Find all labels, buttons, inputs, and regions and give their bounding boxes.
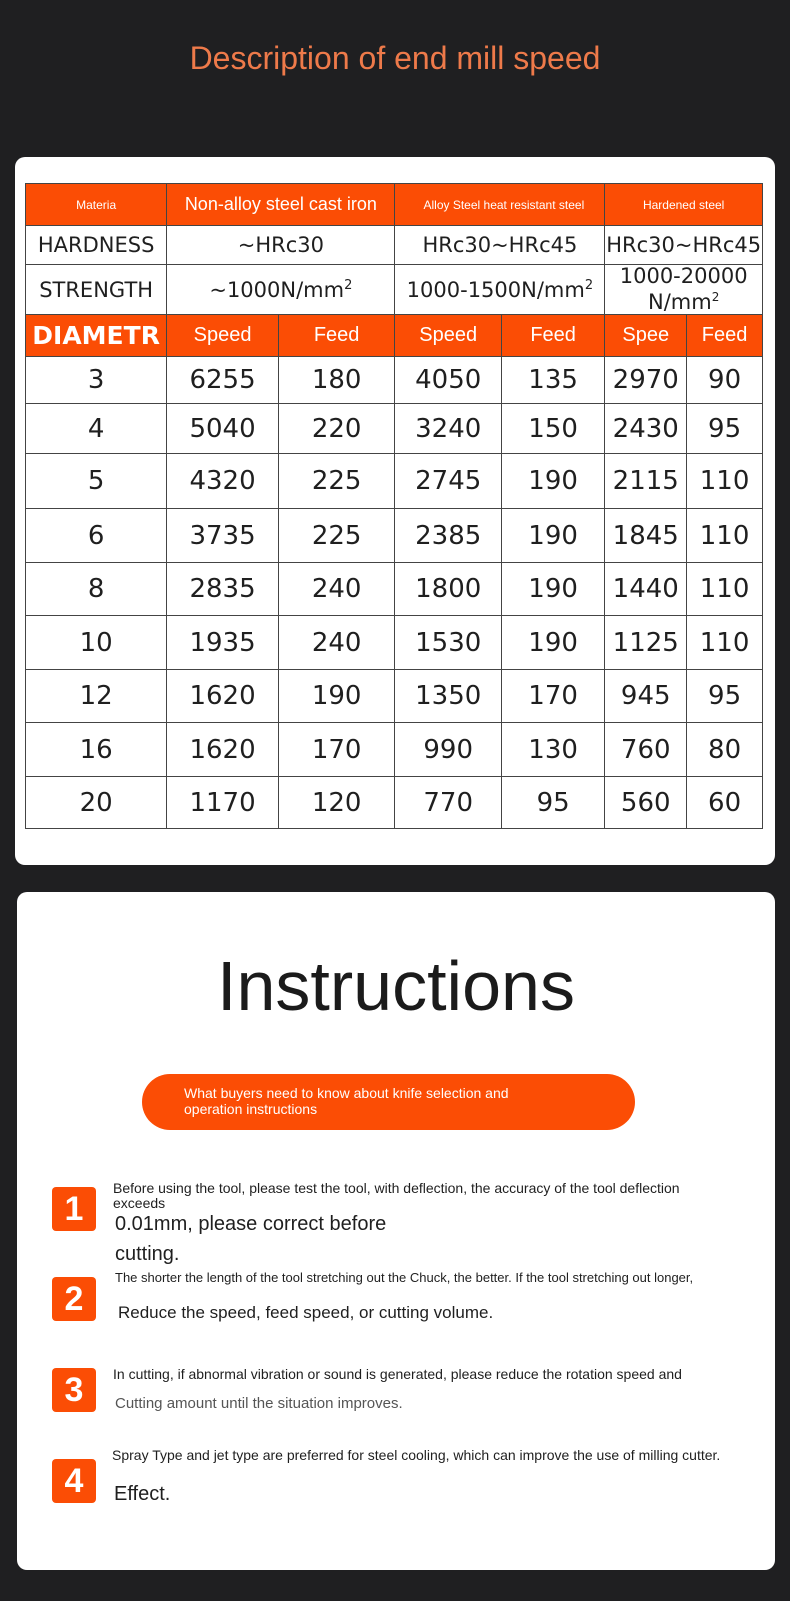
table-row xyxy=(26,357,763,404)
cell-speed: 2385 xyxy=(395,509,501,563)
cell-speed: 760 xyxy=(605,723,687,777)
cell-feed: 90 xyxy=(687,357,763,404)
step-4-badge: 4 xyxy=(52,1459,96,1503)
cell-feed: 120 xyxy=(278,777,395,829)
cell-feed: 190 xyxy=(501,454,604,509)
step-2-badge: 2 xyxy=(52,1277,96,1321)
cell-speed: 1800 xyxy=(395,563,501,616)
cell-feed: 150 xyxy=(501,404,604,454)
step-3-text-large: Cutting amount until the situation improves. xyxy=(115,1395,403,1412)
cell-diameter: 8 xyxy=(26,563,167,616)
step-3-badge: 3 xyxy=(52,1368,96,1412)
table-row xyxy=(26,404,763,454)
table-row xyxy=(26,670,763,723)
cell-feed: 225 xyxy=(278,509,395,563)
cell-speed: 2745 xyxy=(395,454,501,509)
cell-speed: 1350 xyxy=(395,670,501,723)
cell-speed: 4050 xyxy=(395,357,501,404)
step-2-text-large: Reduce the speed, feed speed, or cutting volume. xyxy=(118,1303,494,1322)
step-4-text: Spray Type and jet type are preferred for steel cooling, which can improve the use of milling cutter. xyxy=(112,1447,721,1463)
cell-speed: 1530 xyxy=(395,616,501,670)
hardness-label: HARDNESS xyxy=(26,226,167,265)
feed-header: Feed xyxy=(501,315,604,357)
cell-feed: 95 xyxy=(501,777,604,829)
cell-feed: 225 xyxy=(278,454,395,509)
cell-speed: 2970 xyxy=(605,357,687,404)
cell-speed: 3240 xyxy=(395,404,501,454)
superscript: 2 xyxy=(711,290,720,304)
cell-feed: 180 xyxy=(278,357,395,404)
speed-header: Speed xyxy=(395,315,501,357)
speed-header: Spee xyxy=(605,315,687,357)
cell-speed: 6255 xyxy=(167,357,279,404)
table-row xyxy=(26,454,763,509)
cell-diameter: 20 xyxy=(26,777,167,829)
step-1-text: Before using the tool, please test the tool, with deflection, the accuracy of the tool deflection exceeds xyxy=(113,1180,680,1211)
step-3-text: In cutting, if abnormal vibration or sound is generated, please reduce the rotation speed and xyxy=(113,1366,682,1382)
cell-diameter: 5 xyxy=(26,454,167,509)
hardness-hardened: HRc30~HRc45 xyxy=(605,226,763,265)
cell-feed: 135 xyxy=(501,357,604,404)
cell-feed: 190 xyxy=(278,670,395,723)
hardness-non-alloy: ~HRc30 xyxy=(167,226,395,265)
cell-diameter: 4 xyxy=(26,404,167,454)
strength-row xyxy=(26,265,763,315)
group-hardened-header: Hardened steel xyxy=(605,184,763,226)
material-header-row xyxy=(26,184,763,226)
cell-diameter: 16 xyxy=(26,723,167,777)
cell-diameter: 3 xyxy=(26,357,167,404)
step-1-text-large: 0.01mm, please correct before xyxy=(115,1213,387,1235)
cell-speed: 2115 xyxy=(605,454,687,509)
subheader-row xyxy=(26,315,763,357)
strength-alloy xyxy=(395,265,605,315)
strength-hardened-value: 1000-20000 xyxy=(619,264,748,288)
group-alloy-header: Alloy Steel heat resistant steel xyxy=(395,184,605,226)
cell-feed: 110 xyxy=(687,616,763,670)
cell-speed: 1845 xyxy=(605,509,687,563)
cell-feed: 170 xyxy=(501,670,604,723)
speed-table xyxy=(25,183,763,829)
cell-speed: 4320 xyxy=(167,454,279,509)
table-row xyxy=(26,563,763,616)
step-4-text-large: Effect. xyxy=(114,1483,171,1505)
instructions-card xyxy=(17,892,775,1570)
cell-speed: 2835 xyxy=(167,563,279,616)
cell-feed: 60 xyxy=(687,777,763,829)
hardness-alloy: HRc30~HRc45 xyxy=(395,226,605,265)
cell-feed: 95 xyxy=(687,670,763,723)
strength-label: STRENGTH xyxy=(26,265,167,315)
step-1-badge: 1 xyxy=(52,1187,96,1231)
cell-feed: 240 xyxy=(278,616,395,670)
speed-table-card xyxy=(15,157,775,865)
cell-speed: 1170 xyxy=(167,777,279,829)
cell-feed: 110 xyxy=(687,509,763,563)
cell-speed: 990 xyxy=(395,723,501,777)
cell-feed: 190 xyxy=(501,563,604,616)
cell-speed: 1620 xyxy=(167,670,279,723)
feed-header: Feed xyxy=(687,315,763,357)
cell-feed: 170 xyxy=(278,723,395,777)
cell-diameter: 12 xyxy=(26,670,167,723)
table-row xyxy=(26,509,763,563)
diameter-header: DIAMETR xyxy=(26,315,167,357)
speed-header: Speed xyxy=(167,315,279,357)
hardness-row xyxy=(26,226,763,265)
cell-speed: 1440 xyxy=(605,563,687,616)
cell-speed: 945 xyxy=(605,670,687,723)
cell-speed: 560 xyxy=(605,777,687,829)
instructions-subtitle-banner: What buyers need to know about knife selection and operation instructions xyxy=(142,1074,635,1130)
strength-hardened-unit-text: N/mm xyxy=(647,290,712,314)
cell-feed: 130 xyxy=(501,723,604,777)
cell-feed: 190 xyxy=(501,509,604,563)
step-2-text: The shorter the length of the tool stretching out the Chuck, the better. If the tool stretching out longer, xyxy=(115,1270,694,1285)
cell-speed: 5040 xyxy=(167,404,279,454)
cell-feed: 190 xyxy=(501,616,604,670)
cell-feed: 95 xyxy=(687,404,763,454)
superscript: 2 xyxy=(344,277,353,293)
cell-feed: 80 xyxy=(687,723,763,777)
cell-feed: 240 xyxy=(278,563,395,616)
strength-non-alloy-value: ~1000N/mm xyxy=(209,277,345,302)
cell-feed: 110 xyxy=(687,563,763,616)
step-1-text-large-2: cutting. xyxy=(115,1243,180,1265)
cell-speed: 1125 xyxy=(605,616,687,670)
group-non-alloy-header: Non-alloy steel cast iron xyxy=(167,184,395,226)
instructions-title: Instructions xyxy=(217,947,575,1025)
cell-feed: 220 xyxy=(278,404,395,454)
strength-hardened-unit xyxy=(605,287,762,313)
material-header: Materia xyxy=(26,184,167,226)
table-row xyxy=(26,777,763,829)
table-row xyxy=(26,616,763,670)
superscript: 2 xyxy=(584,277,594,293)
cell-speed: 1620 xyxy=(167,723,279,777)
page-title: Description of end mill speed xyxy=(189,40,601,76)
cell-speed: 3735 xyxy=(167,509,279,563)
strength-non-alloy xyxy=(167,265,395,315)
cell-speed: 1935 xyxy=(167,616,279,670)
cell-feed: 110 xyxy=(687,454,763,509)
strength-hardened xyxy=(605,265,763,315)
cell-diameter: 6 xyxy=(26,509,167,563)
feed-header: Feed xyxy=(278,315,395,357)
table-row xyxy=(26,723,763,777)
cell-diameter: 10 xyxy=(26,616,167,670)
cell-speed: 2430 xyxy=(605,404,687,454)
cell-speed: 770 xyxy=(395,777,501,829)
strength-alloy-value: 1000-1500N/mm xyxy=(406,277,585,302)
